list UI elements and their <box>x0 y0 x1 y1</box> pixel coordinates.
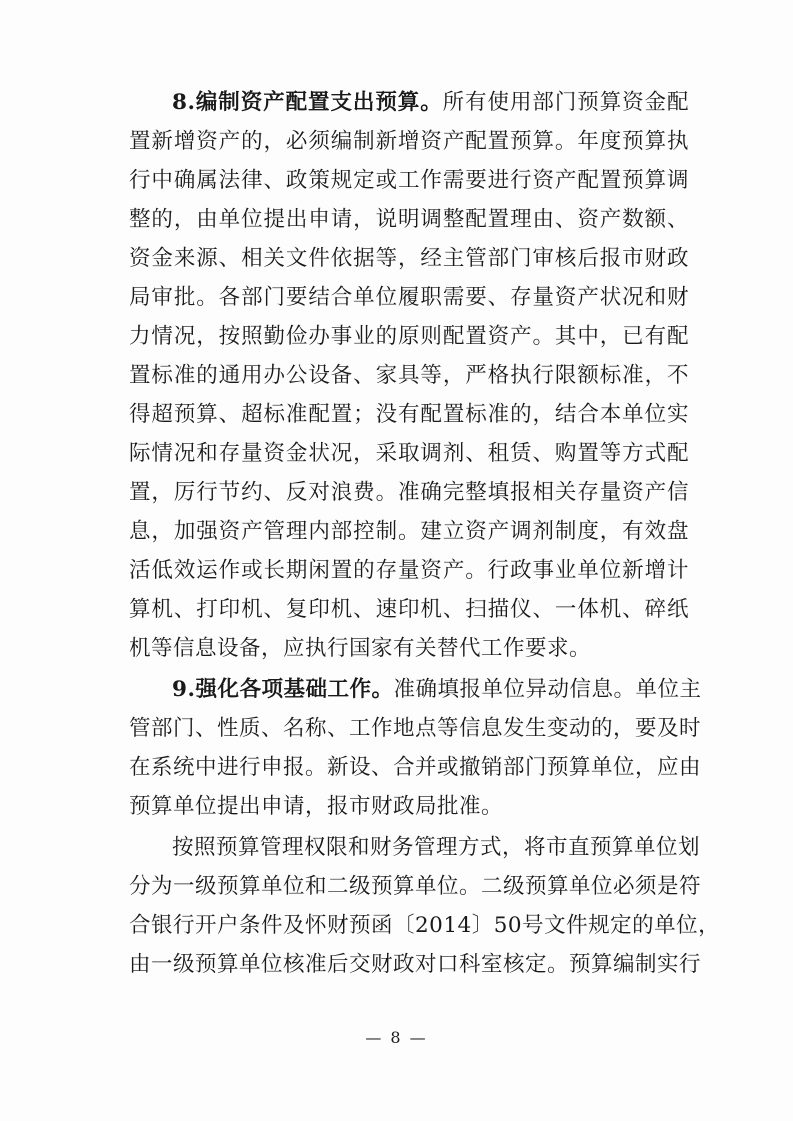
paragraph-budget-units-line-4: 由一级预算单位核准后交财政对口科室核定。预算编制实行 <box>129 952 702 977</box>
paragraph-8-line-3: 行中确属法律、政策规定或工作需要进行资产配置预算调 <box>129 168 689 193</box>
paragraph-9-line-3: 在系统中进行申报。新设、合并或撤销部门预算单位，应由 <box>129 755 702 780</box>
paragraph-budget-units-line-2: 分为一级预算单位和二级预算单位。二级预算单位必须是符 <box>129 874 702 899</box>
paragraph-8-text: 所有使用部门预算资金配 <box>442 90 689 115</box>
paragraph-8-line-6: 局审批。各部门要结合单位履职需要、存量资产状况和财 <box>129 285 689 310</box>
paragraph-8-line-12: 息，加强资产管理内部控制。建立资产调剂制度，有效盘 <box>129 519 689 544</box>
paragraph-8-heading: 8.编制资产配置支出预算。 <box>172 90 443 115</box>
paragraph-9-line-4: 预算单位提出申请，报市财政局批准。 <box>129 794 504 819</box>
paragraph-8-line-15: 机等信息设备，应执行国家有关替代工作要求。 <box>129 636 592 661</box>
paragraph-9-heading: 9.强化各项基础工作。 <box>172 677 394 702</box>
paragraph-8-line-1 <box>172 92 689 114</box>
paragraph-8-line-8: 置标准的通用办公设备、家具等，严格执行限额标准，不 <box>129 363 689 388</box>
page-number: — 8 — <box>365 1028 428 1047</box>
paragraph-9-line-2: 管部门、性质、名称、工作地点等信息发生变动的，要及时 <box>129 716 702 741</box>
paragraph-8-line-7: 力情况，按照勤俭办事业的原则配置资产。其中，已有配 <box>129 324 689 349</box>
paragraph-budget-units-line-3: 合银行开户条件及怀财预函〔2014〕50号文件规定的单位， <box>129 913 721 938</box>
paragraph-8-line-13: 活低效运作或长期闲置的存量资产。行政事业单位新增计 <box>129 558 689 583</box>
paragraph-8-line-10: 际情况和存量资金状况，采取调剂、租赁、购置等方式配 <box>129 441 689 466</box>
paragraph-8-line-14: 算机、打印机、复印机、速印机、扫描仪、一体机、碎纸 <box>129 597 689 622</box>
paragraph-budget-units-line-1: 按照预算管理权限和财务管理方式，将市直预算单位划 <box>172 835 701 860</box>
paragraph-8-line-11: 置，厉行节约、反对浪费。准确完整填报相关存量资产信 <box>129 480 689 505</box>
paragraph-9-text: 准确填报单位异动信息。单位主 <box>393 677 702 702</box>
paragraph-8-line-4: 整的，由单位提出申请，说明调整配置理由、资产数额、 <box>129 207 689 232</box>
paragraph-8-line-5: 资金来源、相关文件依据等，经主管部门审核后报市财政 <box>129 246 689 271</box>
paragraph-8-line-9: 得超预算、超标准配置；没有配置标准的，结合本单位实 <box>129 402 689 427</box>
paragraph-9-line-1 <box>172 677 702 702</box>
paragraph-8-line-2: 置新增资产的，必须编制新增资产配置预算。年度预算执 <box>129 129 689 154</box>
